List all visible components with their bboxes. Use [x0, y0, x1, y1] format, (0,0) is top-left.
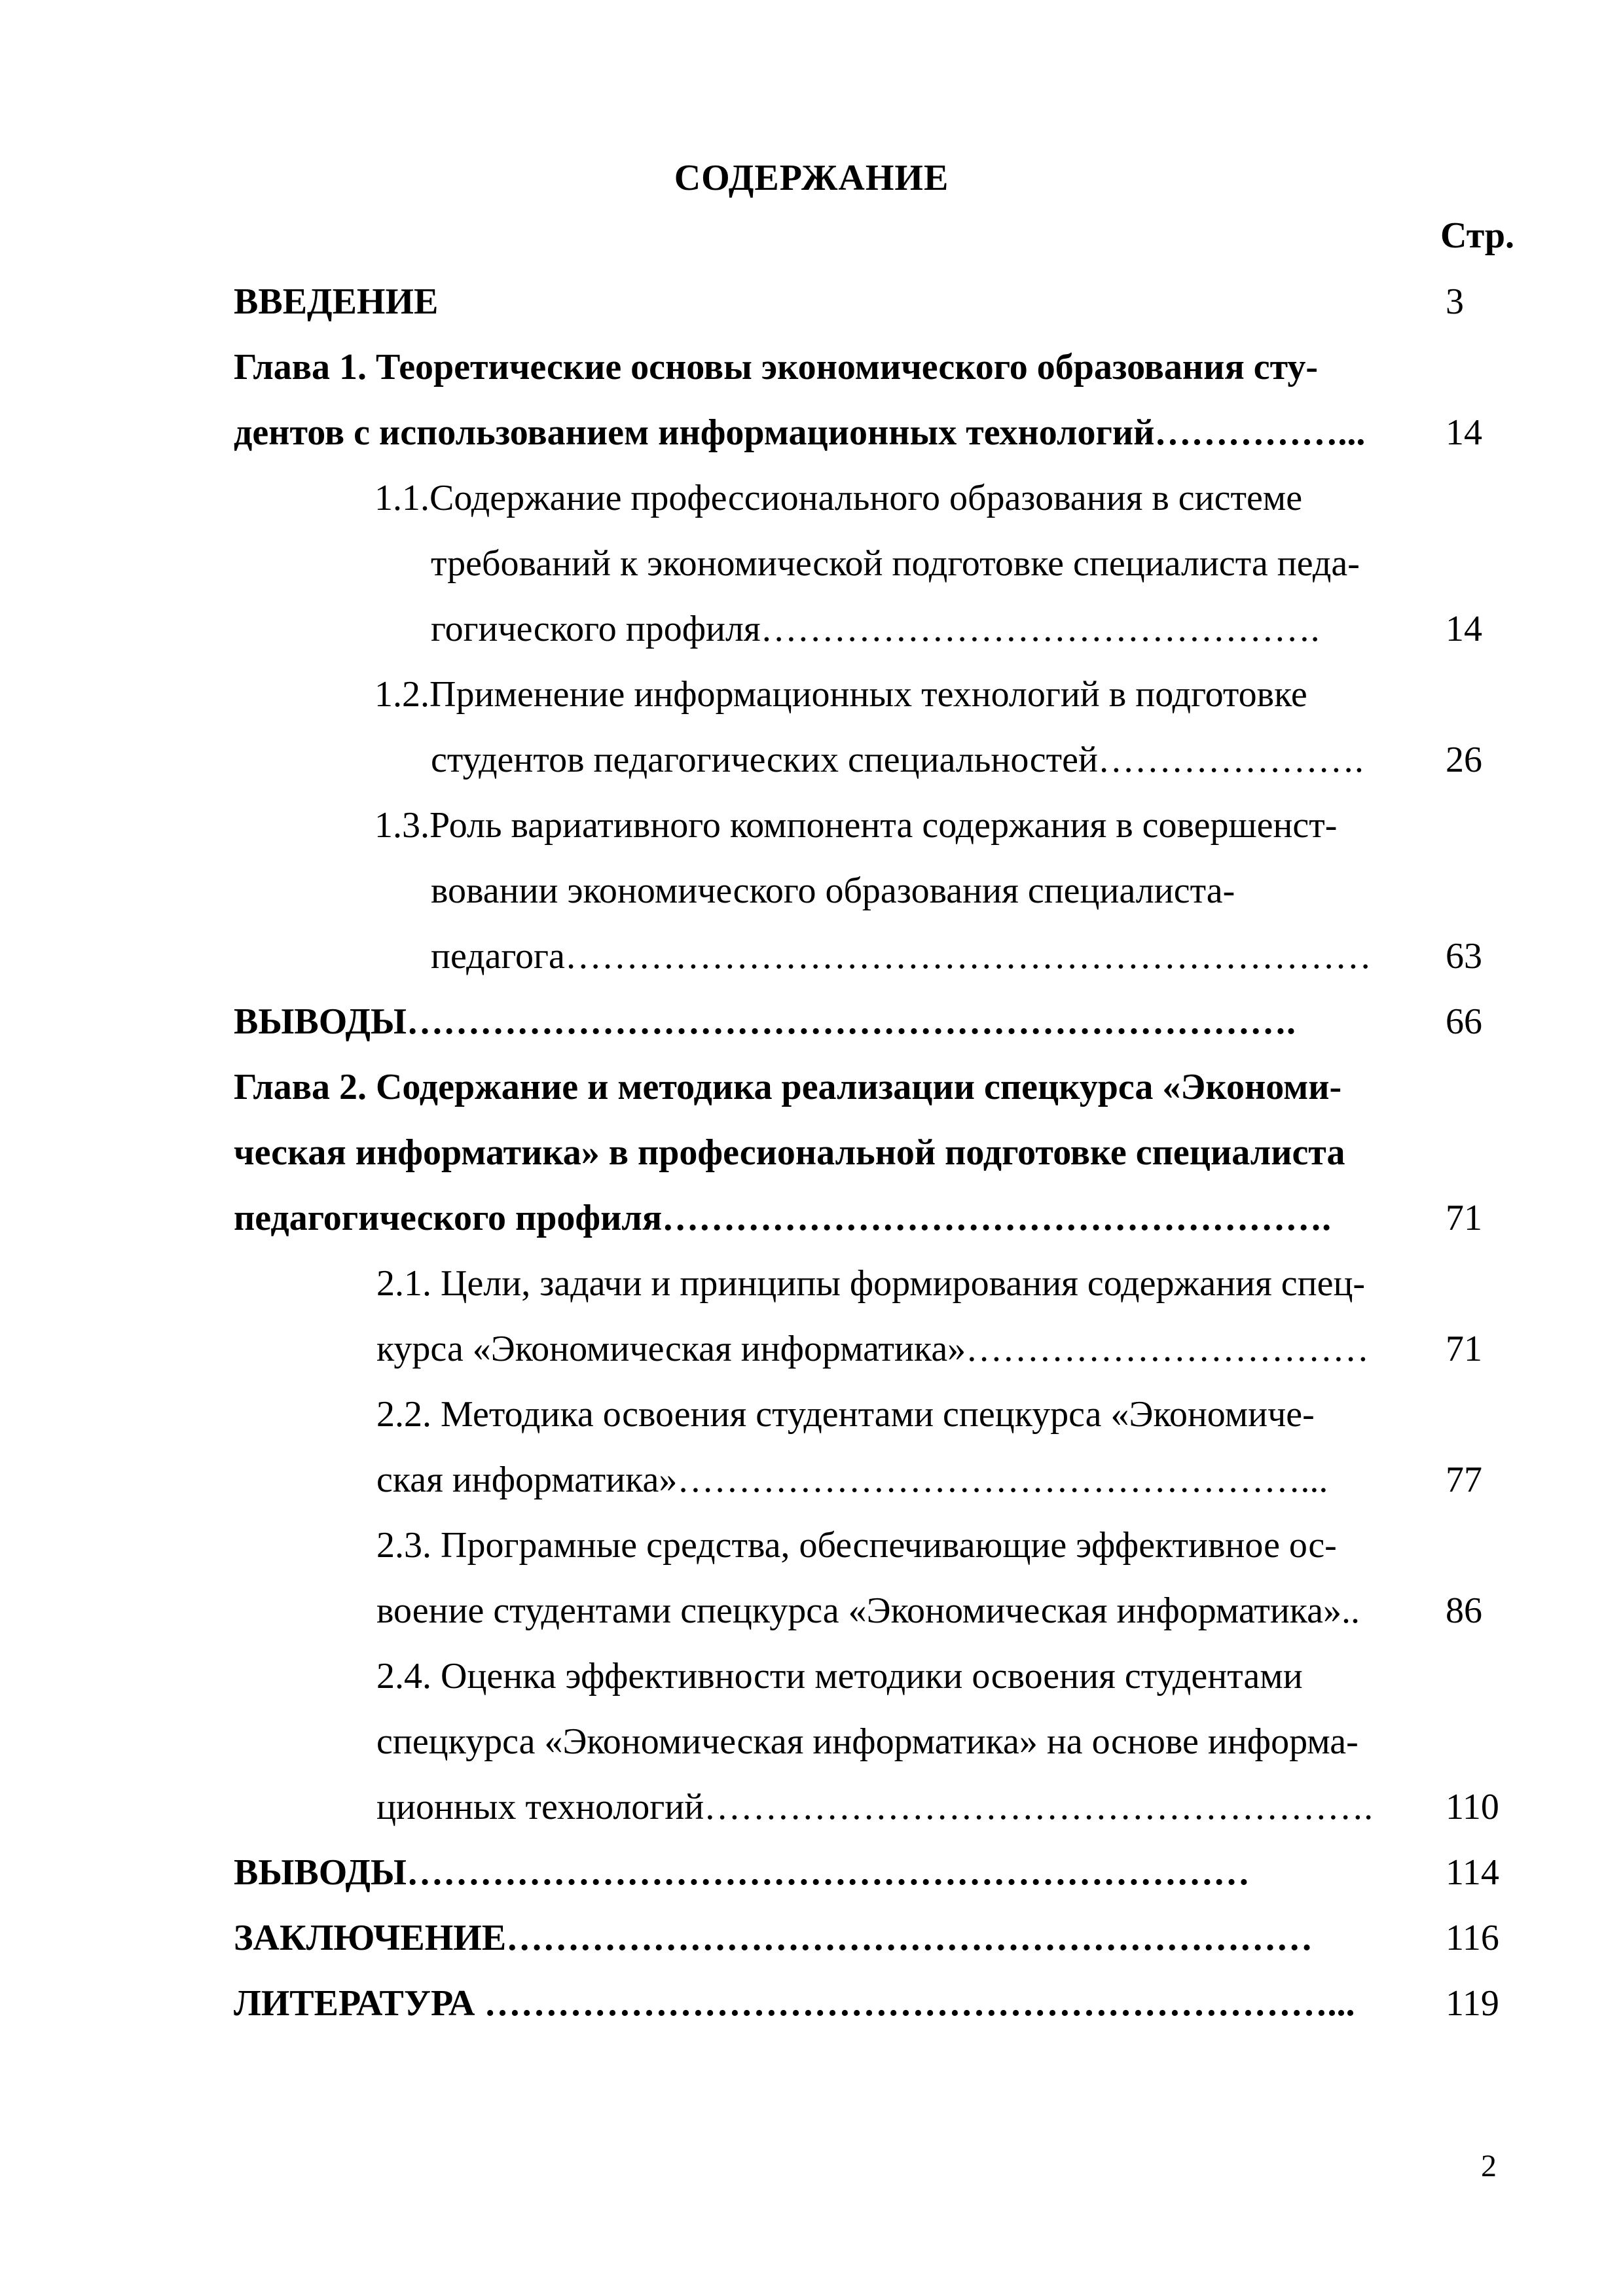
toc-entry-chapter2-line1: [0, 1054, 1623, 1120]
toc-entry-1-2-line1: [0, 662, 1623, 727]
toc-entry-2-4-line3: [0, 1774, 1623, 1840]
toc-entry-text: ВВЕДЕНИЕ: [234, 281, 439, 322]
toc-entry-1-2-line2: [0, 727, 1623, 793]
toc-entry-text: дентов с использованием информационных технологий……………...: [234, 412, 1366, 453]
toc-entry-page: 116: [1446, 1918, 1499, 1958]
toc-entry-2-1-line1: [0, 1251, 1623, 1316]
toc-entry-2-3-line1: [0, 1513, 1623, 1578]
toc-entry-text: ВЫВОДЫ……………………………………………………………: [234, 1852, 1250, 1893]
toc-entry-1-3-line1: [0, 793, 1623, 858]
toc-entry-2-3-line2: [0, 1578, 1623, 1643]
toc-entry-page: 26: [1446, 740, 1482, 780]
toc-entry-text: Глава 2. Содержание и методика реализации спецкурса «Экономи-: [234, 1067, 1342, 1107]
toc-entry-chapter1-line2: [0, 400, 1623, 465]
toc-entry-1-1-line1: [0, 465, 1623, 531]
toc-entry-1-3-line2: [0, 858, 1623, 924]
page-number: 2: [1481, 2149, 1497, 2183]
toc-entry-page: 119: [1446, 1983, 1499, 2024]
toc-entry-text: студентов педагогических специальностей………………….: [431, 740, 1364, 780]
toc-entry-text: педагогического профиля……………………………………………….: [234, 1198, 1332, 1238]
toc-entry-2-4-line2: [0, 1709, 1623, 1774]
toc-entry-chapter2-line2: [0, 1120, 1623, 1185]
toc-entry-conclusion: [0, 1905, 1623, 1971]
toc-entry-text: 2.2. Методика освоения студентами спецкурса «Экономиче-: [376, 1394, 1315, 1435]
toc-entry-conclusions-1: [0, 989, 1623, 1054]
toc-entry-2-2-line1: [0, 1382, 1623, 1447]
toc-entry-text: требований к экономической подготовке специалиста педа-: [431, 543, 1360, 584]
toc-entry-text: 1.2.Применение информационных технологий в подготовке: [374, 674, 1307, 715]
toc-entry-2-2-line2: [0, 1447, 1623, 1513]
toc-entry-page: 114: [1446, 1852, 1499, 1893]
toc-entry-text: 1.3.Роль вариативного компонента содержания в совершенст-: [374, 805, 1338, 846]
toc-entry-text: ЗАКЛЮЧЕНИЕ…………………………………………………………: [234, 1918, 1313, 1958]
toc-entry-page: 86: [1446, 1590, 1482, 1631]
toc-entry-page: 63: [1446, 936, 1482, 977]
toc-entry-2-4-line1: [0, 1643, 1623, 1709]
toc-entry-text: гогического профиля……………………………………….: [431, 609, 1320, 649]
toc-entry-page: 3: [1446, 281, 1464, 322]
toc-entry-chapter2-line3: [0, 1185, 1623, 1251]
toc-entry-text: ческая информатика» в професиональной подготовке специалиста: [234, 1132, 1345, 1173]
toc-entry-text: вовании экономического образования специалиста-: [431, 870, 1235, 911]
toc-entry-page: 66: [1446, 1001, 1482, 1042]
toc-entry-text: спецкурса «Экономическая информатика» на основе информа-: [376, 1721, 1359, 1762]
toc-entry-introduction: [0, 269, 1623, 334]
toc-entry-chapter1-line1: [0, 334, 1623, 400]
toc-entry-page: 110: [1446, 1787, 1499, 1827]
toc-entry-2-1-line2: [0, 1316, 1623, 1382]
page-title: СОДЕРЖАНИЕ: [674, 158, 949, 198]
toc-entry-page: 77: [1446, 1460, 1482, 1500]
toc-entry-text: ВЫВОДЫ……………………………………………………………….: [234, 1001, 1296, 1042]
toc-entry-text: курса «Экономическая информатика»……………………………: [376, 1329, 1370, 1369]
toc-entry-conclusions-2: [0, 1840, 1623, 1905]
toc-entry-text: ЛИТЕРАТУРА ……………………………………………………………...: [234, 1983, 1355, 2024]
toc-entry-text: педагога…………………………………………………………: [431, 936, 1372, 977]
toc-entry-text: воение студентами спецкурса «Экономическая информатика»..: [376, 1590, 1360, 1631]
toc-entry-text: 2.3. Програмные средства, обеспечивающие эффективное ос-: [376, 1525, 1337, 1566]
toc-entry-text: 2.1. Цели, задачи и принципы формирования содержания спец-: [376, 1263, 1366, 1304]
toc-entry-page: 71: [1446, 1329, 1482, 1369]
toc-entry-text: Глава 1. Теоретические основы экономического образования сту-: [234, 347, 1319, 387]
toc-entry-page: 14: [1446, 609, 1482, 649]
toc-entry-text: 1.1.Содержание профессионального образования в системе: [374, 478, 1303, 518]
toc-entry-1-3-line3: [0, 924, 1623, 989]
toc-entry-text: ская информатика»……………………………………………...: [376, 1460, 1328, 1500]
toc-entry-page: 71: [1446, 1198, 1482, 1238]
toc-entry-1-1-line3: [0, 596, 1623, 662]
toc-entry-text: 2.4. Оценка эффективности методики освоения студентами: [376, 1656, 1303, 1696]
toc-entry-literature: [0, 1971, 1623, 2036]
toc-entry-text: ционных технологий……………………………………………….: [376, 1787, 1374, 1827]
toc-entry-page: 14: [1446, 412, 1482, 453]
toc-entry-1-1-line2: [0, 531, 1623, 596]
page-column-label: Стр.: [1440, 215, 1515, 256]
